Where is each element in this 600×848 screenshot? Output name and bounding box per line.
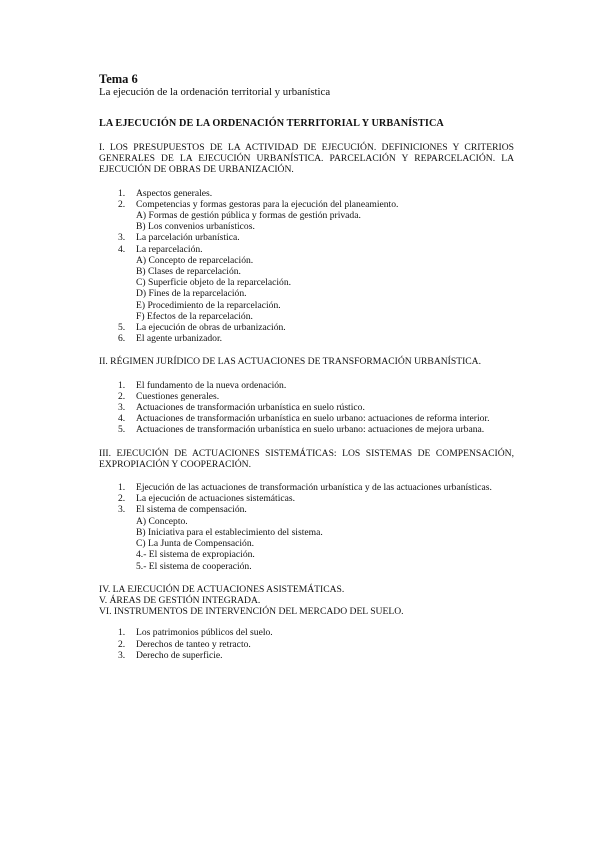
list-item-number: 1. <box>118 627 126 639</box>
section-4-title: IV. LA EJECUCIÓN DE ACTUACIONES ASISTEMÁTICAS. <box>99 583 345 595</box>
list-subitem: B) Clases de reparcelación. <box>136 266 241 278</box>
list-item-text: Actuaciones de transformación urbanística en suelo urbano: actuaciones de mejora urbana. <box>136 424 485 436</box>
list-item-text: La ejecución de actuaciones sistemáticas. <box>136 493 296 505</box>
section-1-list <box>99 188 514 345</box>
section-5-title: V. ÁREAS DE GESTIÓN INTEGRADA. <box>99 594 261 606</box>
list-subitem: C) La Junta de Compensación. <box>136 538 255 550</box>
list-item-number: 1. <box>118 379 126 391</box>
list-item-number: 3. <box>118 232 126 244</box>
list-item-number: 3. <box>118 649 126 661</box>
list-item <box>99 391 514 402</box>
list-item <box>99 199 514 210</box>
list-subitem: B) Iniciativa para el establecimiento del sistema. <box>136 526 323 538</box>
list-subitem: F) Efectos de la reparcelación. <box>136 310 253 322</box>
topic-subtitle: La ejecución de la ordenación territorial y urbanística <box>99 86 331 98</box>
list-item-text: Aspectos generales. <box>136 187 213 199</box>
list-item-number: 1. <box>118 187 126 199</box>
list-subitem: C) Superficie objeto de la reparcelación. <box>136 277 292 289</box>
section-3-title: III. EJECUCIÓN DE ACTUACIONES SISTEMÁTICAS: LOS SISTEMAS DE COMPENSACIÓN, EXPROPIACIÓN Y COOPERACIÓN. <box>99 447 514 470</box>
topic-number: Tema 6 <box>99 72 138 86</box>
list-item-text: El fundamento de la nueva ordenación. <box>136 379 287 391</box>
list-item <box>99 639 514 650</box>
list-item-text: La reparcelación. <box>136 243 203 255</box>
main-title: LA EJECUCIÓN DE LA ORDENACIÓN TERRITORIAL Y URBANÍSTICA <box>99 118 444 129</box>
section-3-list <box>99 482 514 572</box>
list-item-number: 5. <box>118 322 126 334</box>
list-item: 5.- El sistema de cooperación. <box>136 560 252 572</box>
list-item-number: 1. <box>118 482 126 494</box>
list-subitem: D) Fines de la reparcelación. <box>136 288 247 300</box>
document-page <box>99 72 514 661</box>
list-item-text: El agente urbanizador. <box>136 333 223 345</box>
section-2-title: II. RÉGIMEN JURÍDICO DE LAS ACTUACIONES DE TRANSFORMACIÓN URBANÍSTICA. <box>99 356 481 368</box>
list-item-text: Ejecución de las actuaciones de transformación urbanística y de las actuaciones urbanísticas. <box>136 482 492 494</box>
list-item <box>99 244 514 255</box>
list-item-number: 4. <box>118 413 126 425</box>
list-item-text: Los patrimonios públicos del suelo. <box>136 627 273 639</box>
section-1-title: I. LOS PRESUPUESTOS DE LA ACTIVIDAD DE EJECUCIÓN. DEFINICIONES Y CRITERIOS GENERALES DE LA EJECUCIÓN URBANÍSTICA. PARCELACIÓN Y REPARCELACIÓN. LA EJECUCIÓN DE OBRAS DE URBANIZACIÓN. <box>99 142 514 176</box>
list-item-text: La ejecución de obras de urbanización. <box>136 322 286 334</box>
section-6-title: VI. INSTRUMENTOS DE INTERVENCIÓN DEL MERCADO DEL SUELO. <box>99 606 404 618</box>
list-item-number: 2. <box>118 493 126 505</box>
list-item-number: 2. <box>118 198 126 210</box>
list-subitem: E) Procedimiento de la reparcelación. <box>136 299 281 311</box>
list-subitem: A) Formas de gestión pública y formas de gestión privada. <box>136 210 361 222</box>
list-item <box>99 333 514 344</box>
list-subitem: A) Concepto de reparcelación. <box>136 254 254 266</box>
list-item <box>99 424 514 435</box>
list-item <box>99 188 514 199</box>
list-item-number: 3. <box>118 504 126 516</box>
list-item-text: Actuaciones de transformación urbanística en suelo urbano: actuaciones de reforma interior. <box>136 413 490 425</box>
list-item: 4.- El sistema de expropiación. <box>136 549 255 561</box>
list-item <box>99 650 514 661</box>
list-subitem: A) Concepto. <box>136 515 188 527</box>
list-item <box>99 504 514 515</box>
list-item-text: Derecho de superficie. <box>136 649 223 661</box>
list-item-number: 2. <box>118 390 126 402</box>
section-6-list <box>99 627 514 661</box>
list-item-text: Actuaciones de transformación urbanística en suelo rústico. <box>136 402 365 414</box>
list-item-number: 6. <box>118 333 126 345</box>
list-item-number: 4. <box>118 243 126 255</box>
list-item-number: 5. <box>118 424 126 436</box>
list-item <box>99 482 514 493</box>
list-item-text: El sistema de compensación. <box>136 504 247 516</box>
section-2-list <box>99 380 514 436</box>
list-item <box>99 413 514 424</box>
list-item-number: 2. <box>118 638 126 650</box>
list-item-text: La parcelación urbanística. <box>136 232 240 244</box>
list-item-text: Derechos de tanteo y retracto. <box>136 638 251 650</box>
list-item <box>99 627 514 638</box>
list-item <box>99 493 514 504</box>
list-item <box>99 322 514 333</box>
list-item-text: Competencias y formas gestoras para la ejecución del planeamiento. <box>136 198 399 210</box>
list-item <box>99 232 514 243</box>
list-item <box>99 380 514 391</box>
list-item-text: Cuestiones generales. <box>136 390 220 402</box>
list-item <box>99 402 514 413</box>
list-subitem: B) Los convenios urbanísticos. <box>136 221 255 233</box>
list-item-number: 3. <box>118 402 126 414</box>
